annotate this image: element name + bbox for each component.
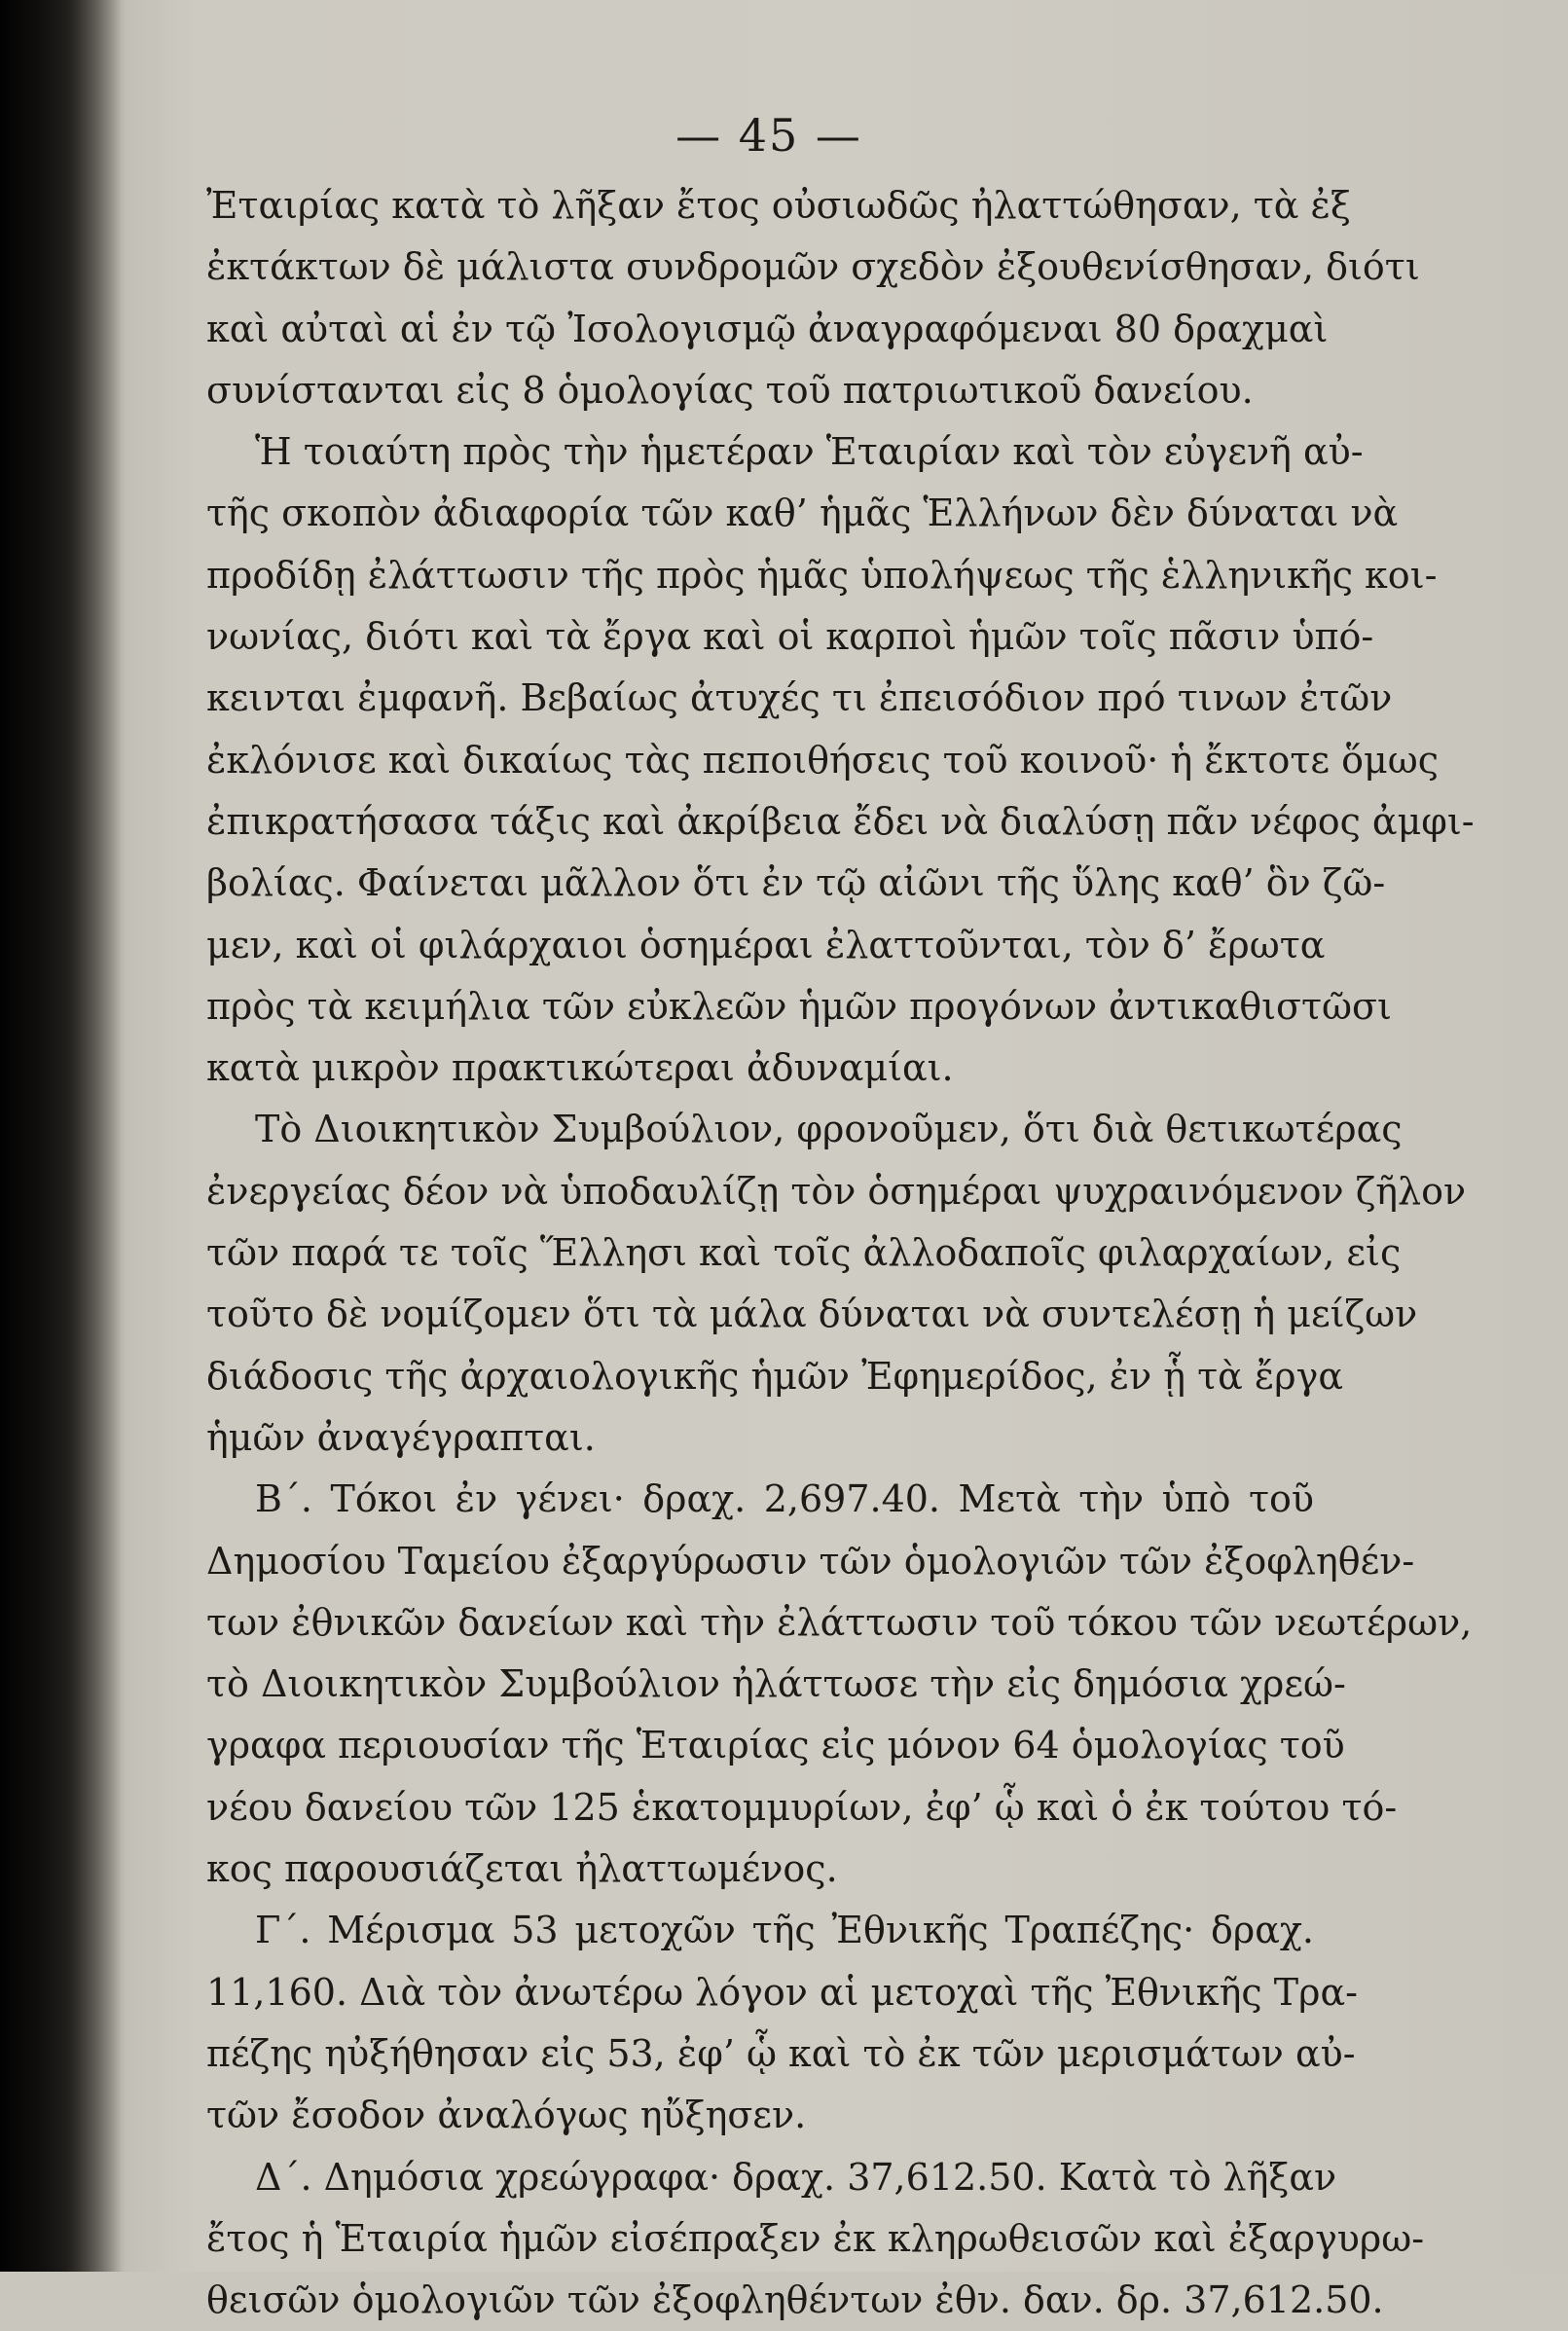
text-line: Δ΄. Δημόσια χρεώγραφα· δραχ. 37,612.50. Κατὰ τὸ λῆξαν (255, 2155, 1337, 2199)
text-line: τῶν παρά τε τοῖς Ἕλλησι καὶ τοῖς ἀλλοδαποῖς φιλαρχαίων, εἰς (206, 1231, 1402, 1275)
text-line: ἐνεργείας δέον νὰ ὑποδαυλίζῃ τὸν ὁσημέραι ψυχραινόμενον ζῆλον (206, 1169, 1467, 1213)
text-line: νέου δανείου τῶν 125 ἑκατομμυρίων, ἐφ’ ᾧ καὶ ὁ ἐκ τούτου τό- (206, 1785, 1398, 1829)
text-line: πρὸς τὰ κειμήλια τῶν εὐκλεῶν ἡμῶν προγόνων ἀντικαθιστῶσι (206, 984, 1392, 1028)
text-line: κατὰ μικρὸν πρακτικώτεραι ἀδυναμίαι. (206, 1046, 954, 1090)
text-line: Δημοσίου Ταμείου ἐξαργύρωσιν τῶν ὁμολογιῶν τῶν ἐξοφληθέν- (206, 1539, 1415, 1583)
text-line: βολίας. Φαίνεται μᾶλλον ὅτι ἐν τῷ αἰῶνι τῆς ὕλης καθ’ ὃν ζῶ- (206, 861, 1386, 905)
page-number: — 45 — (675, 109, 862, 162)
text-line: τῶν ἔσοδον ἀναλόγως ηὔξησεν. (206, 2094, 807, 2137)
text-line: των ἐθνικῶν δανείων καὶ τὴν ἐλάττωσιν τοῦ τόκου τῶν νεωτέρων, (206, 1600, 1473, 1644)
text-line: Τὸ Διοικητικὸν Συμβούλιον, φρονοῦμεν, ὅτι διὰ θετικωτέρας (255, 1108, 1403, 1151)
text-line: 11,160. Διὰ τὸν ἀνωτέρω λόγον αἱ μετοχαὶ τῆς Ἐθνικῆς Τρα- (206, 1970, 1358, 2014)
text-line: Γ΄. Μέρισμα 53 μετοχῶν τῆς Ἐθνικῆς Τραπέζης· δραχ. (255, 1909, 1314, 1952)
text-line: πέζης ηὐξήθησαν εἰς 53, ἐφ’ ᾧ καὶ τὸ ἐκ τῶν μερισμάτων αὐ- (206, 2031, 1356, 2075)
text-line: Β΄. Τόκοι ἐν γένει· δραχ. 2,697.40. Μετὰ τὴν ὑπὸ τοῦ (255, 1477, 1314, 1521)
text-line: συνίστανται εἰς 8 ὁμολογίας τοῦ πατριωτικοῦ δανείου. (206, 368, 1254, 412)
text-line: Ἐταιρίας κατὰ τὸ λῆξαν ἔτος οὐσιωδῶς ἠλαττώθησαν, τὰ ἐξ (206, 184, 1351, 227)
text-line: ἐκλόνισε καὶ δικαίως τὰς πεποιθήσεις τοῦ κοινοῦ· ἡ ἔκτοτε ὅμως (206, 738, 1439, 782)
text-line: ἡμῶν ἀναγέγραπται. (206, 1415, 596, 1459)
binding-shadow (0, 0, 122, 2272)
text-line: ἐπικρατήσασα τάξις καὶ ἀκρίβεια ἔδει νὰ διαλύσῃ πᾶν νέφος ἀμφι- (206, 799, 1475, 843)
text-line: διάδοσις τῆς ἀρχαιολογικῆς ἡμῶν Ἐφημερίδος, ἐν ᾗ τὰ ἔργα (206, 1354, 1343, 1398)
text-line: κος παρουσιάζεται ἠλαττωμένος. (206, 1847, 838, 1891)
text-line: ἔτος ἡ Ἑταιρία ἡμῶν εἰσέπραξεν ἐκ κληρωθεισῶν καὶ ἐξαργυρω- (206, 2216, 1425, 2260)
text-line: κεινται ἐμφανῆ. Βεβαίως ἀτυχές τι ἐπεισόδιον πρό τινων ἐτῶν (206, 676, 1393, 720)
text-line: προδίδῃ ἐλάττωσιν τῆς πρὸς ἡμᾶς ὑπολήψεως τῆς ἑλληνικῆς κοι- (206, 553, 1438, 597)
body-text (206, 175, 1475, 2331)
text-line: θεισῶν ὁμολογιῶν τῶν ἐξοφληθέντων ἐθν. δαν. δρ. 37,612.50. (206, 2278, 1384, 2322)
text-line: γραφα περιουσίαν τῆς Ἑταιρίας εἰς μόνον 64 ὁμολογίας τοῦ (206, 1724, 1345, 1767)
text-line: μεν, καὶ οἱ φιλάρχαιοι ὁσημέραι ἐλαττοῦνται, τὸν δ’ ἔρωτα (206, 923, 1326, 966)
text-line: τῆς σκοπὸν ἀδιαφορία τῶν καθ’ ἡμᾶς Ἑλλήνων δὲν δύναται νὰ (206, 492, 1399, 535)
text-line: νωνίας, διότι καὶ τὰ ἔργα καὶ οἱ καρποὶ ἡμῶν τοῖς πᾶσιν ὑπό- (206, 615, 1374, 659)
text-line: καὶ αὐταὶ αἱ ἐν τῷ Ἰσολογισμῷ ἀναγραφόμεναι 80 δραχμαὶ (206, 307, 1329, 350)
text-line: Ἡ τοιαύτη πρὸς τὴν ἡμετέραν Ἑταιρίαν καὶ τὸν εὐγενῆ αὐ- (255, 430, 1364, 474)
text-line: τοῦτο δὲ νομίζομεν ὅτι τὰ μάλα δύναται νὰ συντελέσῃ ἡ μείζων (206, 1293, 1418, 1336)
text-line: ἐκτάκτων δὲ μάλιστα συνδρομῶν σχεδὸν ἐξουθενίσθησαν, διότι (206, 245, 1420, 289)
text-line: τὸ Διοικητικὸν Συμβούλιον ἠλάττωσε τὴν εἰς δημόσια χρεώ- (206, 1662, 1346, 1706)
